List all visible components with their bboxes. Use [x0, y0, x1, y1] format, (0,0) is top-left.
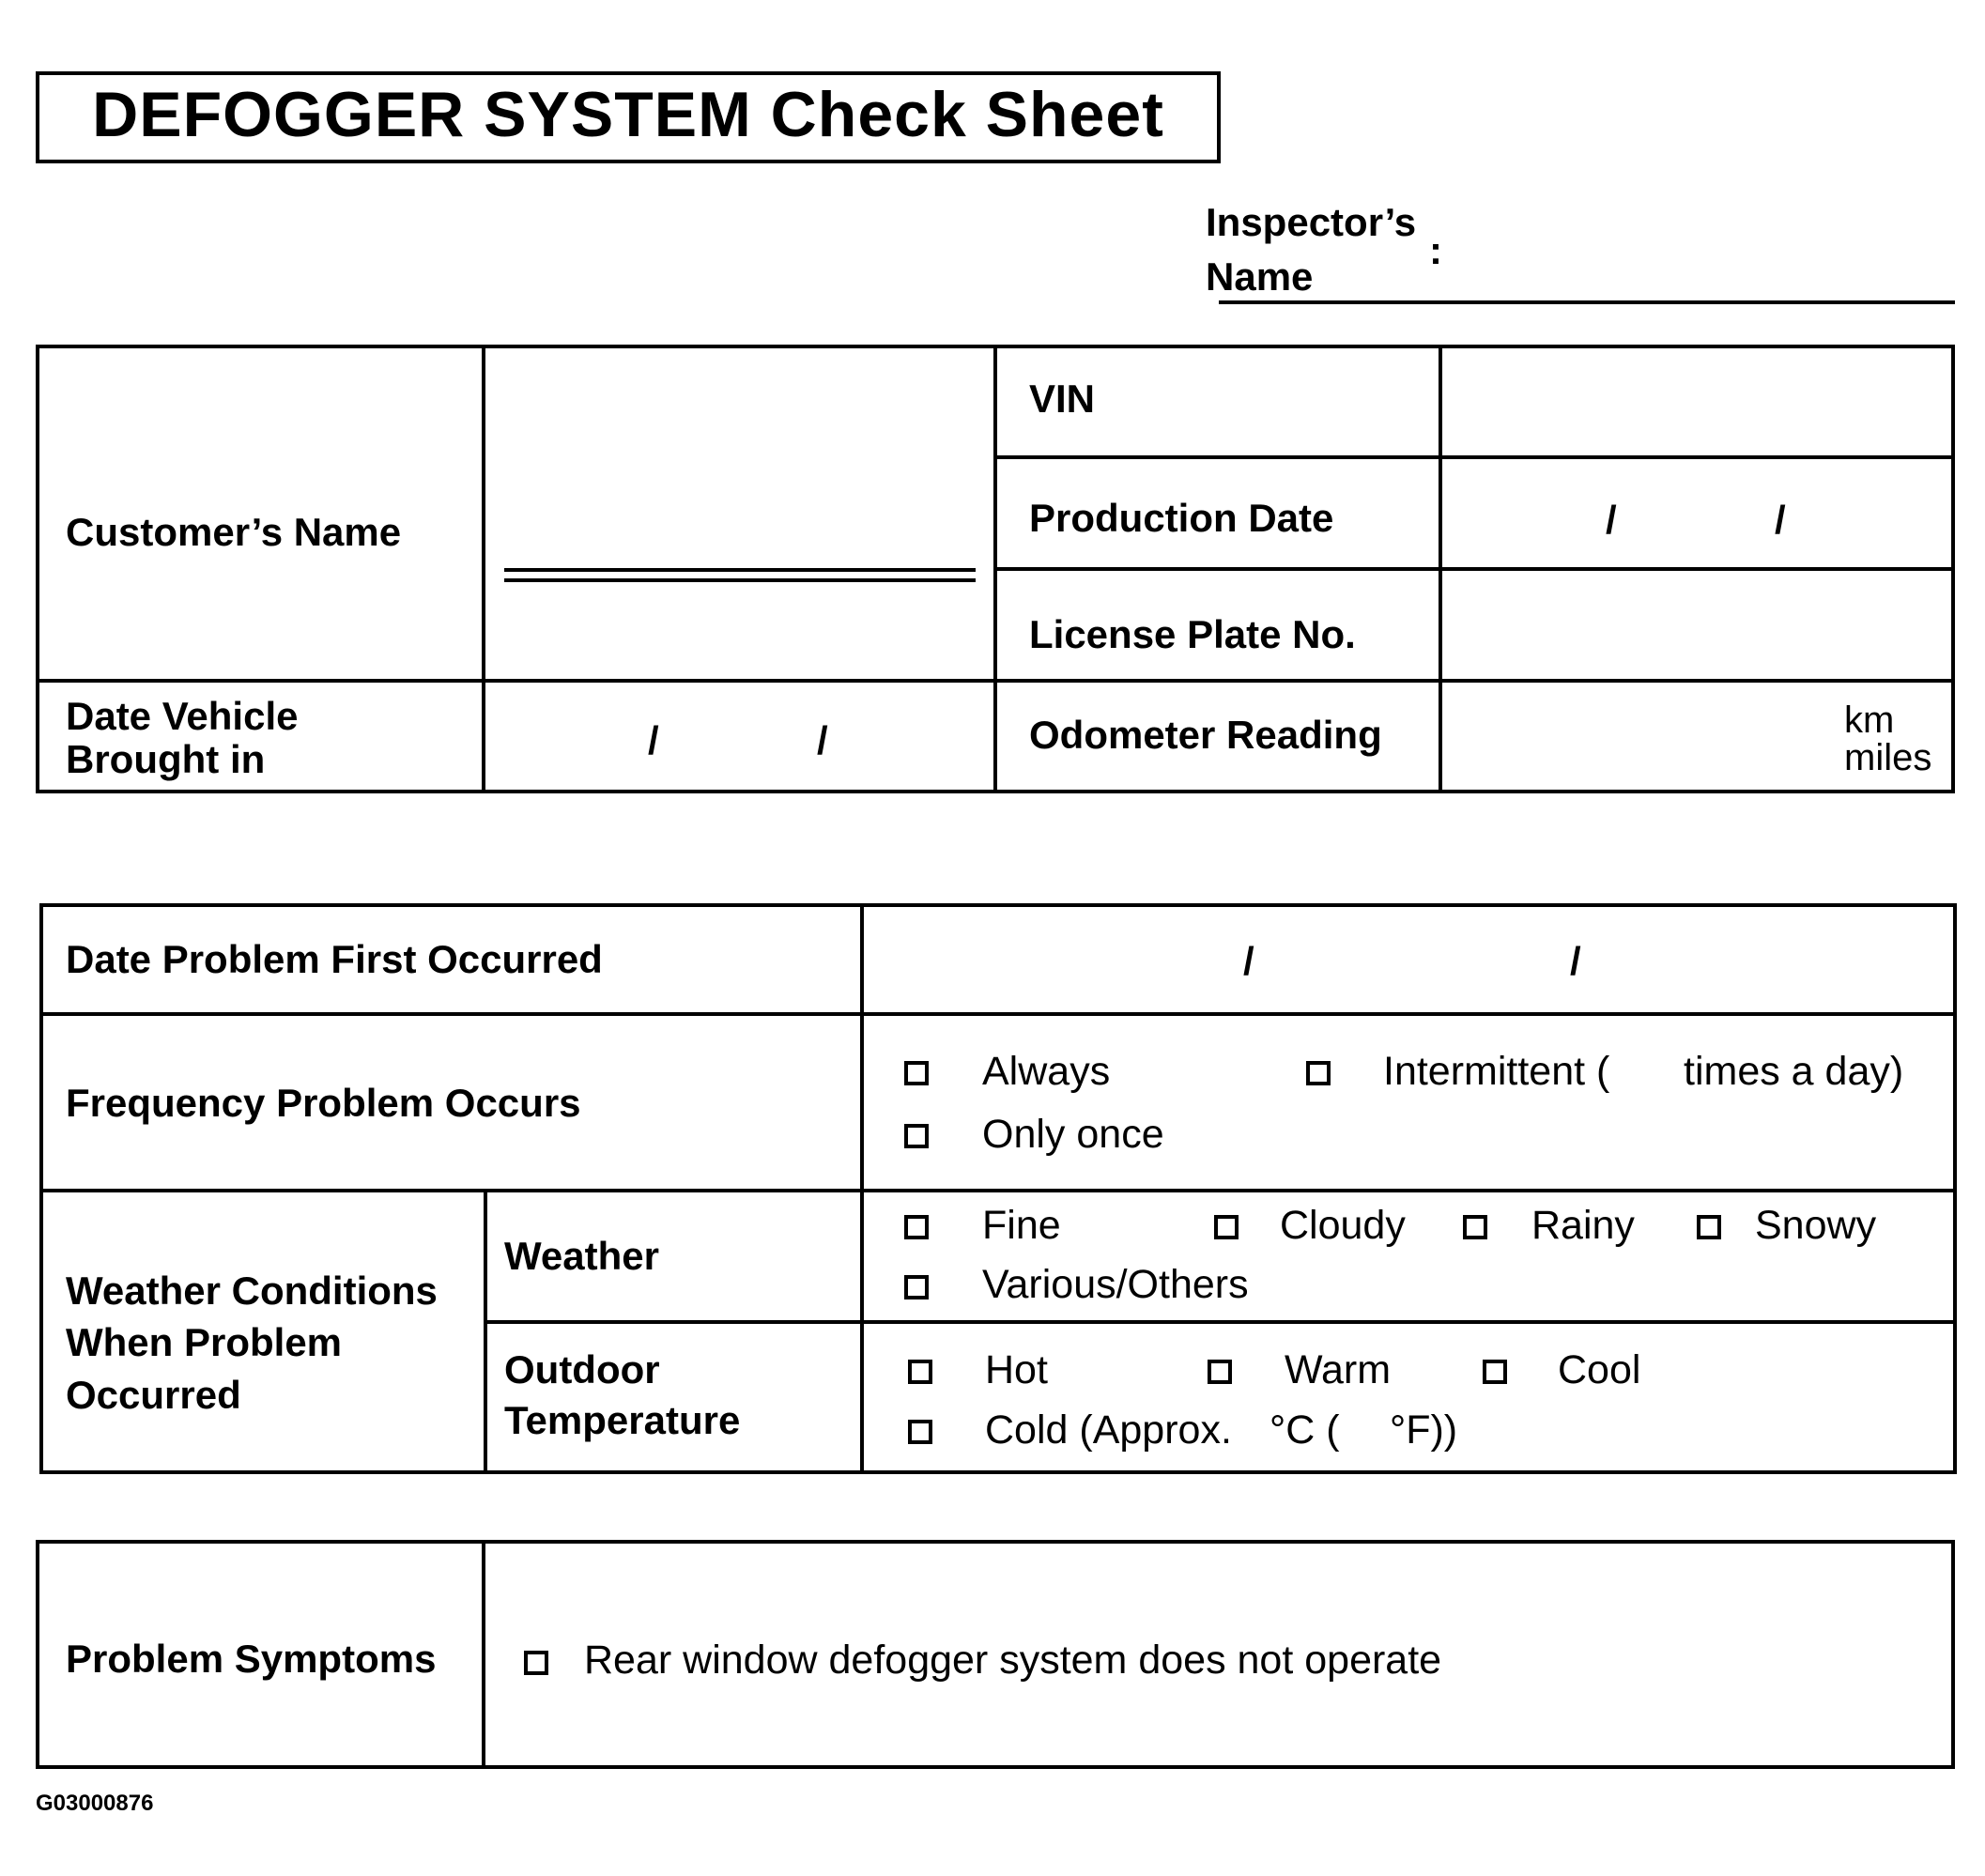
- warm-checkbox[interactable]: [1208, 1360, 1232, 1384]
- weather-conditions-label-line3: Occurred: [66, 1373, 241, 1417]
- production-date-label: Production Date: [1029, 496, 1334, 540]
- date-first-occurred-label: Date Problem First Occurred: [66, 937, 603, 981]
- outdoor-temp-label-line2: Temperature: [504, 1398, 741, 1442]
- always-option: Always: [982, 1049, 1111, 1094]
- divider: [39, 1189, 1957, 1192]
- customer-name-label: Customer’s Name: [66, 510, 402, 554]
- license-plate-field[interactable]: [1442, 571, 1951, 679]
- vin-field[interactable]: [1442, 348, 1951, 455]
- weather-label: Weather: [504, 1234, 659, 1278]
- only-once-option: Only once: [982, 1112, 1164, 1157]
- date-brought-label-line2: Brought in: [66, 737, 266, 781]
- intermittent-option: Intermittent (: [1383, 1049, 1610, 1094]
- always-checkbox[interactable]: [904, 1061, 929, 1085]
- rainy-checkbox[interactable]: [1463, 1215, 1487, 1239]
- date-first-slash: /: [1243, 939, 1254, 983]
- cold-option: Cold (Approx.: [985, 1407, 1232, 1453]
- inspector-colon: :: [1429, 228, 1442, 272]
- date-brought-slash: /: [817, 718, 828, 762]
- inspector-name-line[interactable]: [1219, 300, 1955, 304]
- warm-option: Warm: [1285, 1347, 1392, 1392]
- various-option: Various/Others: [982, 1262, 1249, 1307]
- inspector-label-line1: Inspector’s: [1206, 200, 1417, 244]
- divider: [39, 1012, 1957, 1016]
- divider: [482, 1540, 485, 1769]
- cold-checkbox[interactable]: [908, 1420, 932, 1444]
- divider: [484, 1189, 487, 1474]
- rainy-option: Rainy: [1531, 1203, 1635, 1248]
- date-brought-label-line1: Date Vehicle: [66, 694, 299, 738]
- times-a-day-text: times a day): [1684, 1049, 1904, 1094]
- figure-id: G03000876: [36, 1791, 154, 1816]
- unit-km: km: [1844, 700, 1895, 741]
- cool-option: Cool: [1558, 1347, 1641, 1392]
- divider: [482, 345, 485, 793]
- customer-name-line-2: [504, 578, 976, 582]
- divider: [993, 455, 1955, 459]
- customer-name-line[interactable]: [504, 568, 976, 572]
- snowy-option: Snowy: [1755, 1203, 1877, 1248]
- only-once-checkbox[interactable]: [904, 1124, 929, 1148]
- various-checkbox[interactable]: [904, 1275, 929, 1299]
- outdoor-temp-label-line1: Outdoor: [504, 1347, 660, 1392]
- problem-symptoms-label: Problem Symptoms: [66, 1637, 437, 1681]
- frequency-label: Frequency Problem Occurs: [66, 1081, 581, 1125]
- odometer-label: Odometer Reading: [1029, 713, 1382, 757]
- cloudy-option: Cloudy: [1280, 1203, 1406, 1248]
- divider: [484, 1320, 1957, 1324]
- production-date-slash: /: [1606, 498, 1617, 542]
- hot-checkbox[interactable]: [908, 1360, 932, 1384]
- divider: [36, 679, 1955, 683]
- fine-checkbox[interactable]: [904, 1215, 929, 1239]
- production-date-slash: /: [1775, 498, 1786, 542]
- inspector-label-line2: Name: [1206, 254, 1314, 299]
- unit-miles: miles: [1844, 737, 1932, 778]
- snowy-checkbox[interactable]: [1697, 1215, 1721, 1239]
- vin-label: VIN: [1029, 377, 1096, 421]
- license-plate-label: License Plate No.: [1029, 612, 1356, 656]
- date-brought-slash: /: [648, 718, 659, 762]
- degree-c-text: °C (: [1269, 1407, 1340, 1453]
- cloudy-checkbox[interactable]: [1214, 1215, 1239, 1239]
- cool-checkbox[interactable]: [1483, 1360, 1507, 1384]
- defogger-not-operate-option: Rear window defogger system does not operate: [584, 1638, 1442, 1683]
- weather-conditions-label-line2: When Problem: [66, 1320, 343, 1364]
- hot-option: Hot: [985, 1347, 1048, 1392]
- intermittent-checkbox[interactable]: [1306, 1061, 1331, 1085]
- defogger-not-operate-checkbox[interactable]: [524, 1651, 548, 1675]
- fine-option: Fine: [982, 1203, 1061, 1248]
- weather-conditions-label-line1: Weather Conditions: [66, 1269, 438, 1313]
- degree-f-text: °F)): [1390, 1407, 1458, 1453]
- date-first-slash: /: [1570, 939, 1581, 983]
- page-title: DEFOGGER SYSTEM Check Sheet: [92, 79, 1164, 150]
